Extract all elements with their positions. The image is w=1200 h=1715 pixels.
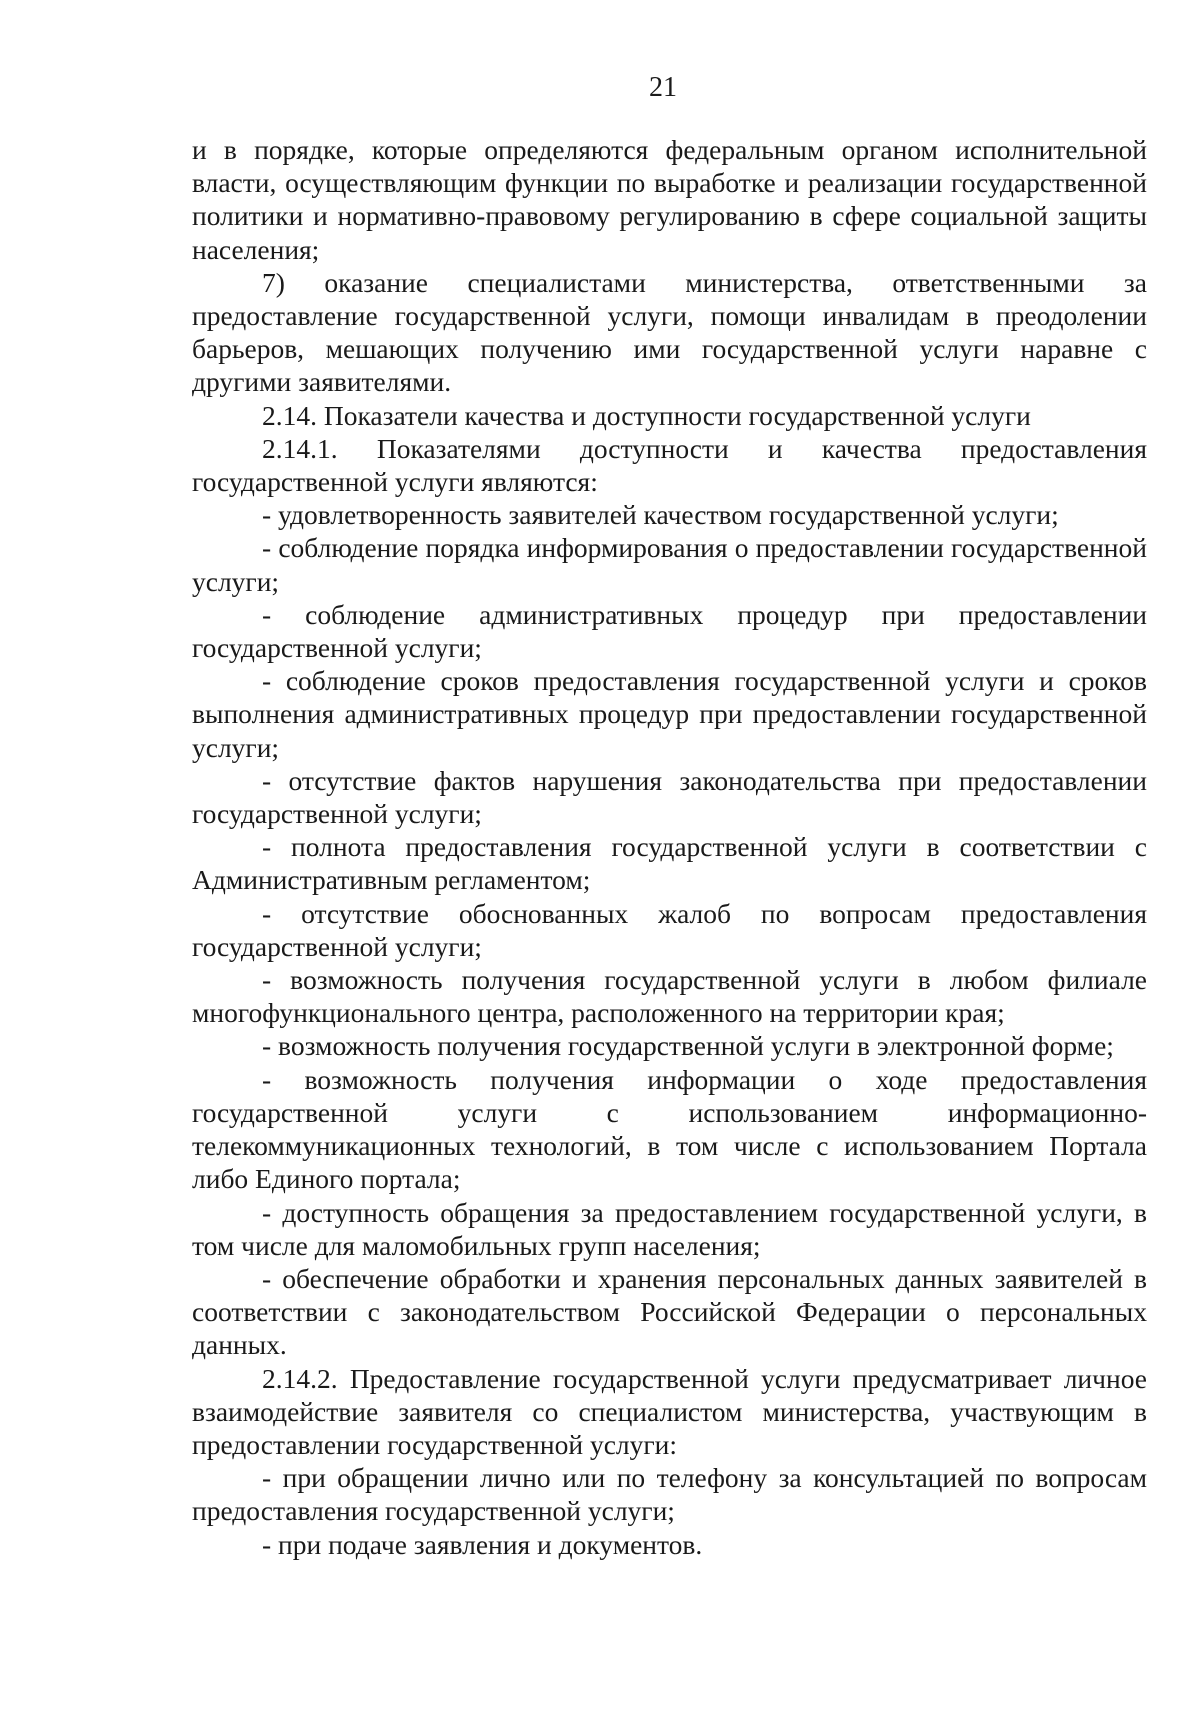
list-item: - при обращении лично или по телефону за консультацией по вопросам предоставления государственной услуги;: [192, 1462, 1147, 1527]
list-item: - обеспечение обработки и хранения персональных данных заявителей в соответствии с законодательством Российской Федерации о персональных данных.: [192, 1262, 1147, 1361]
paragraph-continuation: и в порядке, которые определяются федеральным органом исполнительной власти, осуществляющим функции по выработке и реализации государственной политики и нормативно-правовому регулированию в сфере социальной защиты населения;: [192, 134, 1147, 265]
section-heading-2-14: 2.14. Показатели качества и доступности государственной услуги: [262, 399, 1031, 431]
list-item: - соблюдение порядка информирования о предоставлении государственной услуги;: [192, 532, 1147, 597]
list-item: - удовлетворенность заявителей качеством государственной услуги;: [262, 499, 1059, 531]
list-item: - полнота предоставления государственной услуги в соответствии с Административным регламентом;: [192, 831, 1147, 896]
paragraph-2-14-2: 2.14.2. Предоставление государственной услуги предусматривает личное взаимодействие заявителя со специалистом министерства, участвующим в предоставлении государственной услуги:: [192, 1362, 1147, 1460]
list-item: - возможность получения государственной услуги в электронной форме;: [262, 1030, 1114, 1062]
list-item: - отсутствие фактов нарушения законодательства при предоставлении государственной услуги;: [192, 764, 1147, 830]
document-body: [192, 133, 1147, 1561]
list-item: - соблюдение сроков предоставления государственной услуги и сроков выполнения административных процедур при предоставлении государственной услуги;: [192, 665, 1147, 763]
list-item: - возможность получения государственной услуги в любом филиале многофункционального центра, расположенного на территории края;: [192, 964, 1147, 1029]
paragraph-item-7: 7) оказание специалистами министерства, ответственными за предоставление государственной услуги, помощи инвалидам в преодолении барьеров, мешающих получению ими государственной услуги наравне с другими заявителями.: [192, 266, 1147, 398]
list-item: - отсутствие обоснованных жалоб по вопросам предоставления государственной услуги;: [192, 897, 1147, 962]
list-item: - возможность получения информации о ходе предоставления государственной услуги с использованием информационно-телекоммуникационных технологий, в том числе с использованием Портала либо Единого портала;: [192, 1063, 1147, 1195]
list-item: - доступность обращения за предоставлением государственной услуги, в том числе для маломобильных групп населения;: [192, 1196, 1147, 1261]
paragraph-2-14-1: 2.14.1. Показателями доступности и качества предоставления государственной услуги являются:: [192, 432, 1147, 498]
list-item: - при подаче заявления и документов.: [262, 1528, 703, 1560]
page-number: 21: [649, 72, 677, 103]
list-item: - соблюдение административных процедур при предоставлении государственной услуги;: [192, 598, 1147, 664]
